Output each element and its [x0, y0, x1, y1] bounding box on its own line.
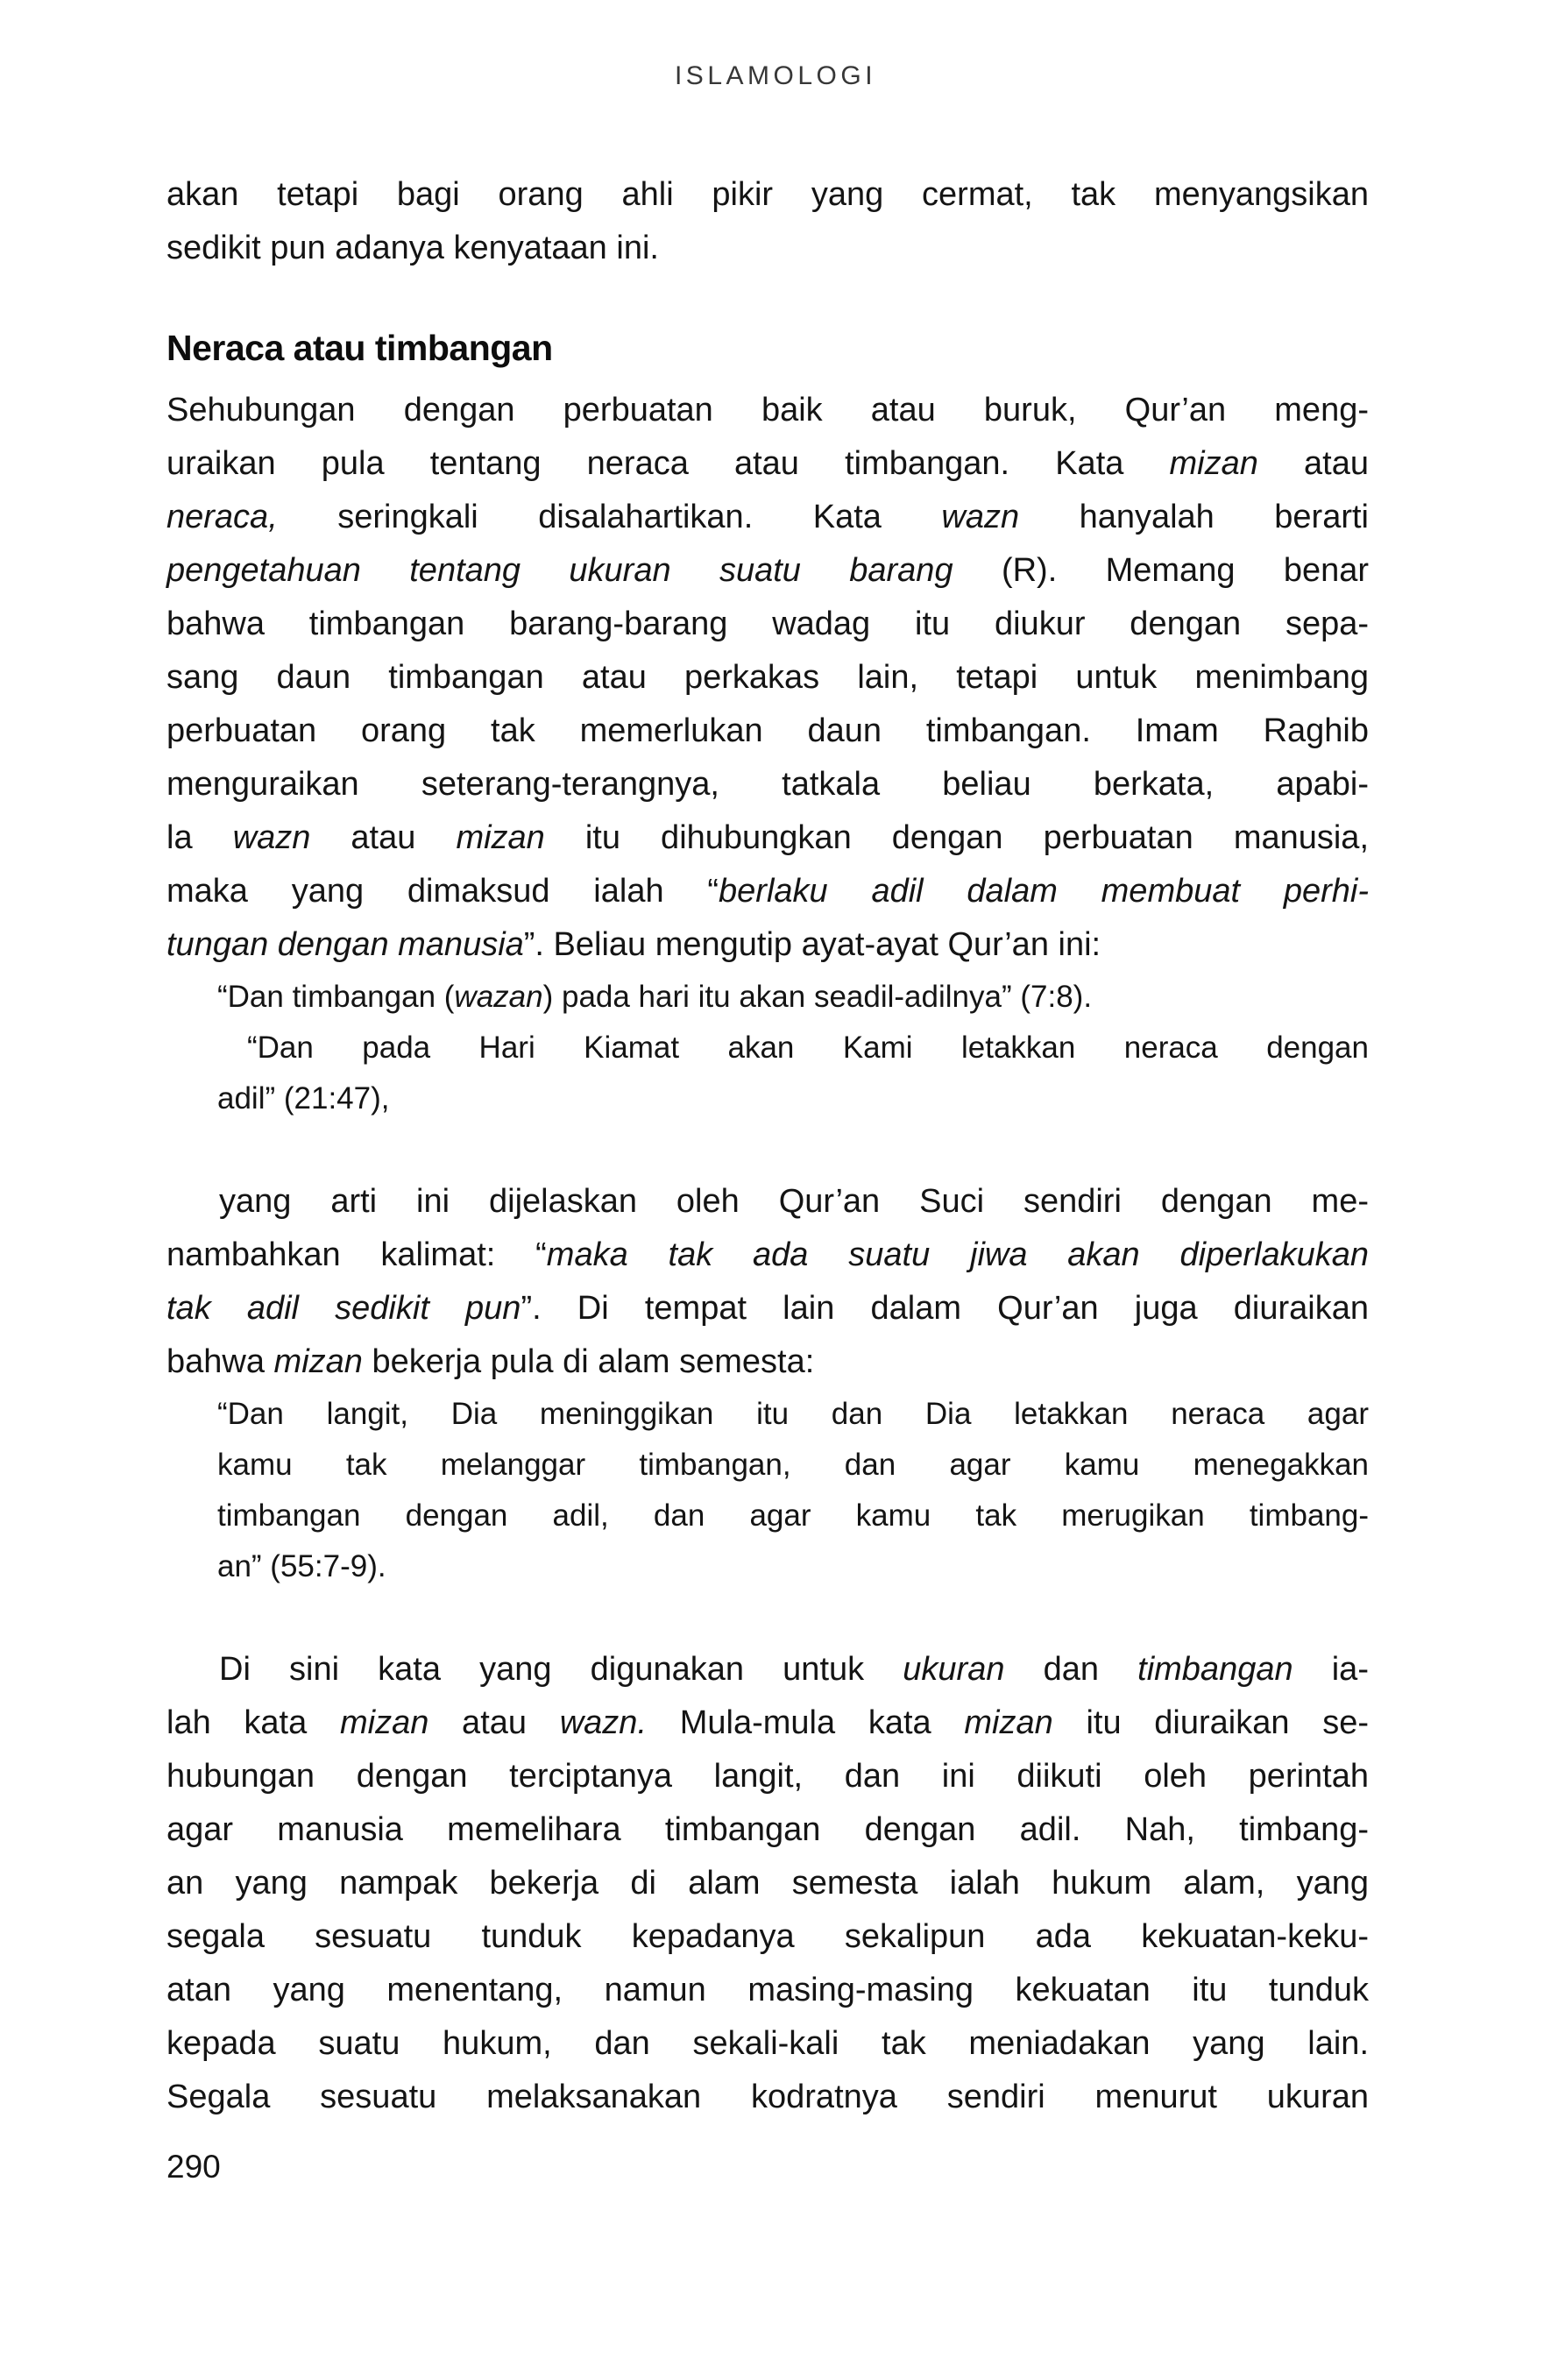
text-line [166, 222, 1369, 275]
text-run: an” (55:7-9). [217, 1549, 386, 1583]
text-line [166, 544, 1369, 598]
block-quote [166, 1023, 1369, 1124]
text-run: Mula-mula kata [647, 1704, 965, 1741]
text-run: sedikit pun adanya kenyataan ini. [166, 230, 659, 266]
text-run: seringkali disalahartikan. Kata [277, 499, 942, 535]
paragraph [166, 1643, 1369, 2124]
text-run: menguraikan seterang-terangnya, tatkala beliau berkata, apabi- [166, 766, 1369, 803]
text-run: itu diuraikan se- [1052, 1704, 1369, 1741]
text-run: hanyalah berarti [1019, 499, 1369, 535]
italic-text-run: mizan [339, 1704, 429, 1741]
text-run: atan yang menentang, namun masing-masing kekuatan itu tunduk [166, 1972, 1369, 2008]
text-run: kamu tak melanggar timbangan, dan agar kamu menegakkan [217, 1448, 1369, 1482]
text-line [166, 811, 1369, 865]
text-run: la [166, 819, 233, 856]
text-line [166, 2071, 1369, 2124]
text-run: an yang nampak bekerja di alam semesta ialah hukum alam, yang [166, 1865, 1369, 1902]
text-run: atau [310, 819, 457, 856]
text-line [166, 758, 1369, 811]
text-line [217, 1541, 1369, 1592]
text-line [217, 1389, 1369, 1440]
italic-text-run: wazn [941, 499, 1020, 535]
text-run: uraikan pula tentang neraca atau timbangan. Kata [166, 445, 1170, 482]
paragraph [166, 384, 1369, 972]
text-line [166, 918, 1369, 972]
text-line [166, 437, 1369, 491]
text-run: hubungan dengan terciptanya langit, dan ini diikuti oleh perintah [166, 1758, 1369, 1795]
text-run: dan [1004, 1651, 1138, 1688]
text-run: nambahkan kalimat: “ [166, 1236, 547, 1273]
text-run: timbangan dengan adil, dan agar kamu tak merugikan timbang- [217, 1498, 1369, 1533]
text-run: “Dan timbangan ( [217, 980, 455, 1014]
italic-text-run: mizan [1169, 445, 1258, 482]
text-run: ) pada hari itu akan seadil-adilnya” (7:8). [542, 980, 1093, 1014]
text-run: Sehubungan dengan perbuatan baik atau buruk, Qur’an meng- [166, 392, 1369, 429]
text-run: lah kata [166, 1704, 340, 1741]
text-line [217, 1073, 1369, 1124]
running-header: ISLAMOLOGI [674, 61, 877, 90]
italic-text-run: pengetahuan tentang ukuran suatu barang [166, 552, 953, 589]
text-line [217, 1440, 1369, 1491]
italic-text-run: timbangan [1137, 1651, 1293, 1688]
text-line [166, 384, 1369, 437]
text-line [166, 598, 1369, 651]
text-line [166, 1803, 1369, 1857]
text-line [166, 865, 1369, 918]
text-line [217, 1491, 1369, 1541]
text-run: “Dan pada Hari Kiamat akan Kami letakkan neraca dengan [247, 1031, 1369, 1065]
text-run: ia- [1292, 1651, 1369, 1688]
text-line [166, 1750, 1369, 1803]
italic-text-run: wazn [232, 819, 311, 856]
text-line [166, 1335, 1369, 1389]
italic-text-run: ukuran [903, 1651, 1005, 1688]
italic-text-run: berlaku adil dalam membuat perhi- [719, 873, 1369, 910]
text-run: ”. Di tempat lain dalam Qur’an juga diuraikan [521, 1290, 1369, 1327]
text-run: Di sini kata yang digunakan untuk [219, 1651, 903, 1688]
italic-text-run: neraca, [166, 499, 278, 535]
text-line [217, 972, 1369, 1023]
text-run: atau [1257, 445, 1369, 482]
section-heading: Neraca atau timbangan [166, 328, 553, 368]
text-line [166, 491, 1369, 544]
text-run: bahwa timbangan barang-barang wadag itu diukur dengan sepa- [166, 606, 1369, 642]
text-run: agar manusia memelihara timbangan dengan adil. Nah, timbang- [166, 1811, 1369, 1848]
text-run: itu dihubungkan dengan perbuatan manusia, [544, 819, 1370, 856]
italic-text-run: mizan [964, 1704, 1053, 1741]
text-run: atau [428, 1704, 560, 1741]
text-run: bekerja pula di alam semesta: [362, 1343, 815, 1380]
text-run: ”. Beliau mengutip ayat-ayat Qur’an ini: [523, 926, 1101, 963]
text-run: maka yang dimaksud ialah “ [166, 873, 719, 910]
italic-text-run: tak adil sedikit pun [166, 1290, 521, 1327]
block-quote [166, 972, 1369, 1023]
text-line [166, 168, 1369, 222]
text-run: yang arti ini dijelaskan oleh Qur’an Suci sendiri dengan me- [219, 1183, 1369, 1220]
block-quote [166, 1389, 1369, 1592]
text-line [166, 651, 1369, 705]
page-number: 290 [166, 2149, 221, 2185]
italic-text-run: mizan [456, 819, 545, 856]
text-line [166, 1910, 1369, 1964]
text-run: akan tetapi bagi orang ahli pikir yang cermat, tak menyangsikan [166, 176, 1369, 213]
text-line [166, 1282, 1369, 1335]
paragraph [166, 1175, 1369, 1389]
italic-text-run: tungan dengan manusia [166, 926, 524, 963]
text-run: adil” (21:47), [217, 1081, 390, 1116]
italic-text-run: wazn. [559, 1704, 648, 1741]
text-line [166, 1964, 1369, 2017]
text-run: kepada suatu hukum, dan sekali-kali tak meniadakan yang lain. [166, 2025, 1369, 2062]
text-run: Segala sesuatu melaksanakan kodratnya sendiri menurut ukuran [166, 2079, 1369, 2115]
text-run: (R). Memang benar [953, 552, 1370, 589]
text-run: segala sesuatu tunduk kepadanya sekalipun ada kekuatan-keku- [166, 1918, 1369, 1955]
text-line [166, 1857, 1369, 1910]
text-run: sang daun timbangan atau perkakas lain, tetapi untuk menimbang [166, 659, 1369, 696]
page-body [166, 168, 1369, 2124]
text-run: perbuatan orang tak memerlukan daun timbangan. Imam Raghib [166, 712, 1369, 749]
text-line [217, 1023, 1369, 1073]
text-line [166, 1175, 1369, 1229]
text-run: “Dan langit, Dia meninggikan itu dan Dia letakkan neraca agar [217, 1397, 1369, 1431]
italic-text-run: maka tak ada suatu jiwa akan diperlakukan [546, 1236, 1369, 1273]
text-line [166, 2017, 1369, 2071]
text-line [166, 705, 1369, 758]
text-line [166, 1696, 1369, 1750]
text-line [166, 1229, 1369, 1282]
text-line [166, 1643, 1369, 1696]
paragraph [166, 168, 1369, 275]
text-run: bahwa [166, 1343, 274, 1380]
italic-text-run: wazan [454, 980, 543, 1014]
italic-text-run: mizan [273, 1343, 363, 1380]
